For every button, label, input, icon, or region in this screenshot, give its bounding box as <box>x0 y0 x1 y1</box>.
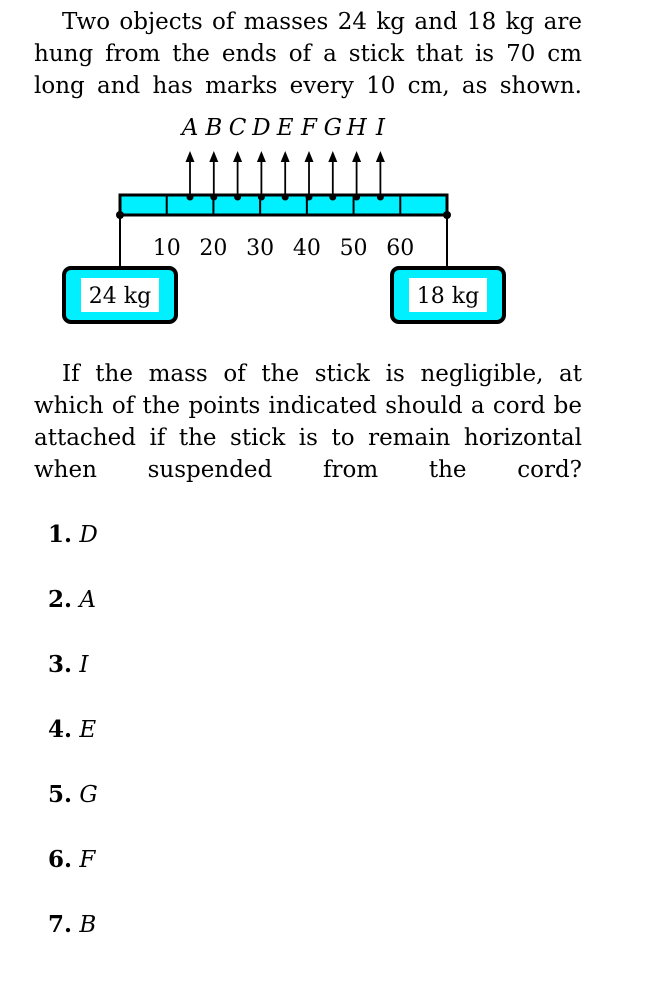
point-dots <box>187 194 384 201</box>
point-labels <box>180 115 386 141</box>
point-label: E <box>276 115 294 141</box>
answer-choice[interactable] <box>48 780 98 810</box>
stick-diagram <box>0 100 647 330</box>
problem-statement <box>34 6 582 102</box>
arrow-up-icon <box>352 151 361 162</box>
problem-line: Two objects of masses 24 kg and 18 kg are <box>62 9 582 35</box>
answer-choice[interactable] <box>48 715 96 745</box>
scale-label: 10 <box>152 236 181 261</box>
choice-number: 7. <box>48 911 73 938</box>
point-label: I <box>375 115 385 141</box>
choice-number: 2. <box>48 586 73 613</box>
point-arrows <box>186 151 385 197</box>
left-end-dot <box>116 211 124 219</box>
problem-line: long and has marks every 10 cm, as shown. <box>34 73 582 99</box>
arrow-up-icon <box>209 151 218 162</box>
point-label: A <box>181 115 199 141</box>
point-label: H <box>346 115 367 141</box>
point-dot <box>234 194 241 201</box>
choice-letter: I <box>79 652 89 678</box>
point-label: D <box>252 115 271 141</box>
right-mass-label: 18 kg <box>416 284 480 309</box>
choice-letter: G <box>79 782 98 808</box>
scale-label: 50 <box>339 236 368 261</box>
point-dot <box>329 194 336 201</box>
answer-choice[interactable] <box>48 520 98 550</box>
point-dot <box>282 194 289 201</box>
scale-label: 20 <box>199 236 228 261</box>
arrow-up-icon <box>233 151 242 162</box>
scale-label: 30 <box>246 236 275 261</box>
point-dot <box>187 194 194 201</box>
point-dot <box>306 194 313 201</box>
question-statement <box>34 358 582 486</box>
arrow-up-icon <box>186 151 195 162</box>
point-label: C <box>228 115 247 141</box>
arrow-up-icon <box>305 151 314 162</box>
scale-label: 40 <box>292 236 321 261</box>
answer-choice[interactable] <box>48 910 96 940</box>
choice-letter: E <box>79 717 97 743</box>
point-dot <box>210 194 217 201</box>
point-dot <box>258 194 265 201</box>
point-label: G <box>323 115 342 141</box>
point-label: B <box>205 115 223 141</box>
answer-choice[interactable] <box>48 650 88 680</box>
point-dot <box>353 194 360 201</box>
question-line: which of the points indicated should a cord be <box>34 393 582 419</box>
choice-number: 6. <box>48 846 73 873</box>
choice-number: 1. <box>48 521 73 548</box>
arrow-up-icon <box>281 151 290 162</box>
arrow-up-icon <box>257 151 266 162</box>
choice-number: 4. <box>48 716 73 743</box>
arrow-up-icon <box>376 151 385 162</box>
choice-number: 3. <box>48 651 73 678</box>
choice-number: 5. <box>48 781 73 808</box>
scale-label: 60 <box>386 236 415 261</box>
problem-line: hung from the ends of a stick that is 70 cm <box>34 41 582 67</box>
choice-letter: F <box>79 847 96 873</box>
question-line: when suspended from the cord? <box>34 457 582 483</box>
choice-letter: D <box>79 522 98 548</box>
question-line: attached if the stick is to remain horizontal <box>34 425 582 451</box>
arrow-up-icon <box>328 151 337 162</box>
answer-choice[interactable] <box>48 585 96 615</box>
left-mass-label: 24 kg <box>88 284 152 309</box>
question-line: If the mass of the stick is negligible, at <box>62 361 582 387</box>
answer-choice[interactable] <box>48 845 95 875</box>
right-end-dot <box>443 211 451 219</box>
choice-letter: B <box>79 912 97 938</box>
point-label: F <box>301 115 317 141</box>
choice-letter: A <box>79 587 96 613</box>
scale-labels <box>153 236 415 261</box>
point-dot <box>377 194 384 201</box>
